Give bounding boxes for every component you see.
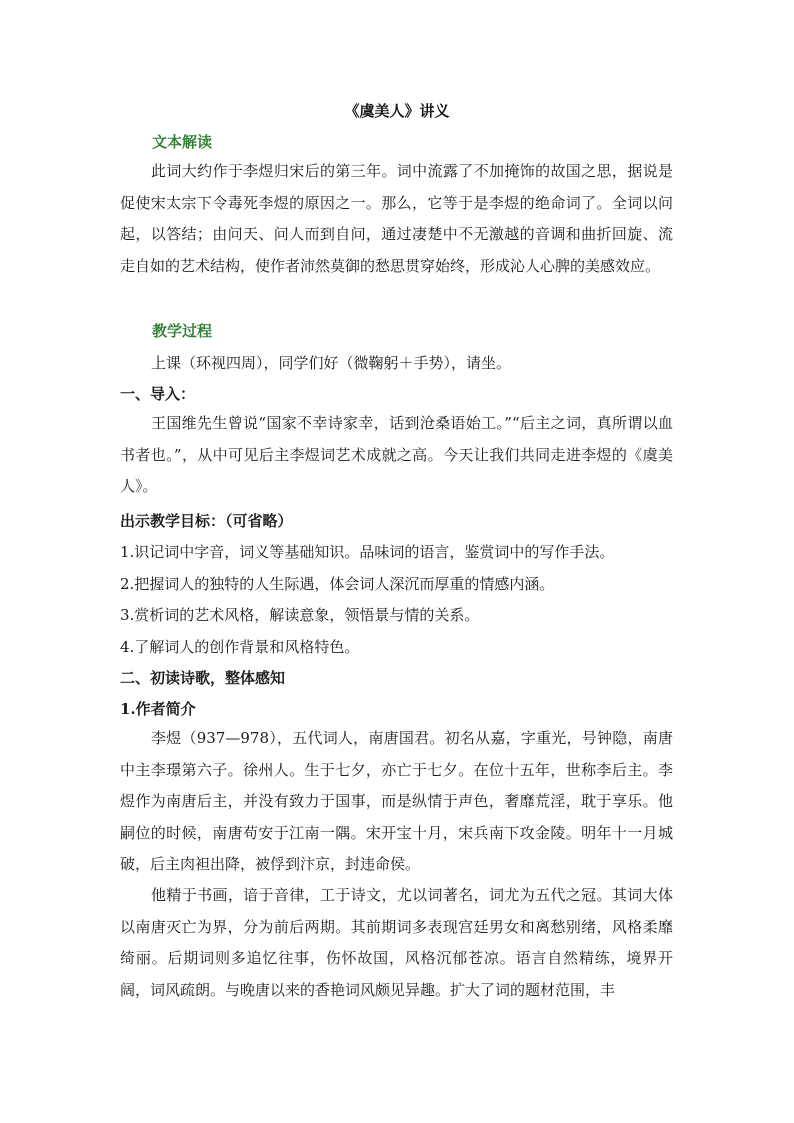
goal-item-2: 2.把握词人的独特的人生际遇，体会词人深沉而厚重的情感内涵。: [120, 575, 555, 593]
heading-author-intro: 1.作者简介: [120, 700, 196, 718]
goal-item-3: 3.赏析词的艺术风格，解读意象，领悟景与情的关系。: [120, 606, 480, 624]
heading-intro: 一、导入：: [120, 385, 196, 403]
heading-goals: 出示教学目标：（可省略）: [120, 512, 293, 530]
author-bio-paragraph-1: 李煜（937—978），五代词人，南唐国君。初名从嘉，字重光，号钟隐，南唐中主李璟第六子。徐州人。生于七夕，亦亡于七夕。在位十五年，世称李后主。李煜作为南唐后主，并没有致力于国事，而是纵情于声色，奢靡荒淫，耽于享乐。他嗣位的时候，南唐苟安于江南一隅。宋开宝十月，宋兵南下攻金陵。明年十一月城破，后主肉袒出降，被俘到汴京，封违命侯。: [120, 729, 673, 873]
greeting-line: 上课（环视四周），同学们好（微鞠躬＋手势），请坐。: [151, 354, 512, 372]
author-bio-paragraph-2: 他精于书画，谙于音律，工于诗文，尤以词著名，词尤为五代之冠。其词大体以南唐灭亡为界，分为前后两期。其前期词多表现宫廷男女和离愁别绪，风格柔靡绮丽。后期词则多追忆往事，伤怀故国，风格沉郁苍凉。语言自然精练，境界开阔，词风疏朗。与晚唐以来的香艳词风颇见异趣。扩大了词的题材范围，丰: [120, 886, 673, 999]
goal-item-4: 4.了解词人的创作背景和风格特色。: [120, 638, 360, 656]
goal-item-1: 1.识记词中字音，词义等基础知识。品味词的语言，鉴赏词中的写作手法。: [120, 543, 615, 561]
intro-paragraph: 王国维先生曾说“国家不幸诗家幸，话到沧桑语始工。”“后主之词，真所谓以血书者也。”，从中可见后主李煜词艺术成就之高。今天让我们共同走进李煜的《虞美人》。: [120, 414, 673, 495]
interpretation-paragraph: 此词大约作于李煜归宋后的第三年。词中流露了不加掩饰的故国之思，据说是促使宋太宗下令毒死李煜的原因之一。那么，它等于是李煜的绝命词了。全词以问起，以答结；由问天、问人而到自问，通过凄楚中不无激越的音调和曲折回旋、流走自如的艺术结构，使作者沛然莫御的愁思贯穿始终，形成沁人心脾的美感效应。: [120, 162, 673, 275]
heading-first-reading: 二、初读诗歌，整体感知: [120, 669, 286, 687]
section-heading-text-interpretation: 文本解读: [152, 133, 213, 151]
document-title: 《虞美人》讲义: [344, 102, 450, 120]
section-heading-teaching-process: 教学过程: [152, 322, 213, 340]
